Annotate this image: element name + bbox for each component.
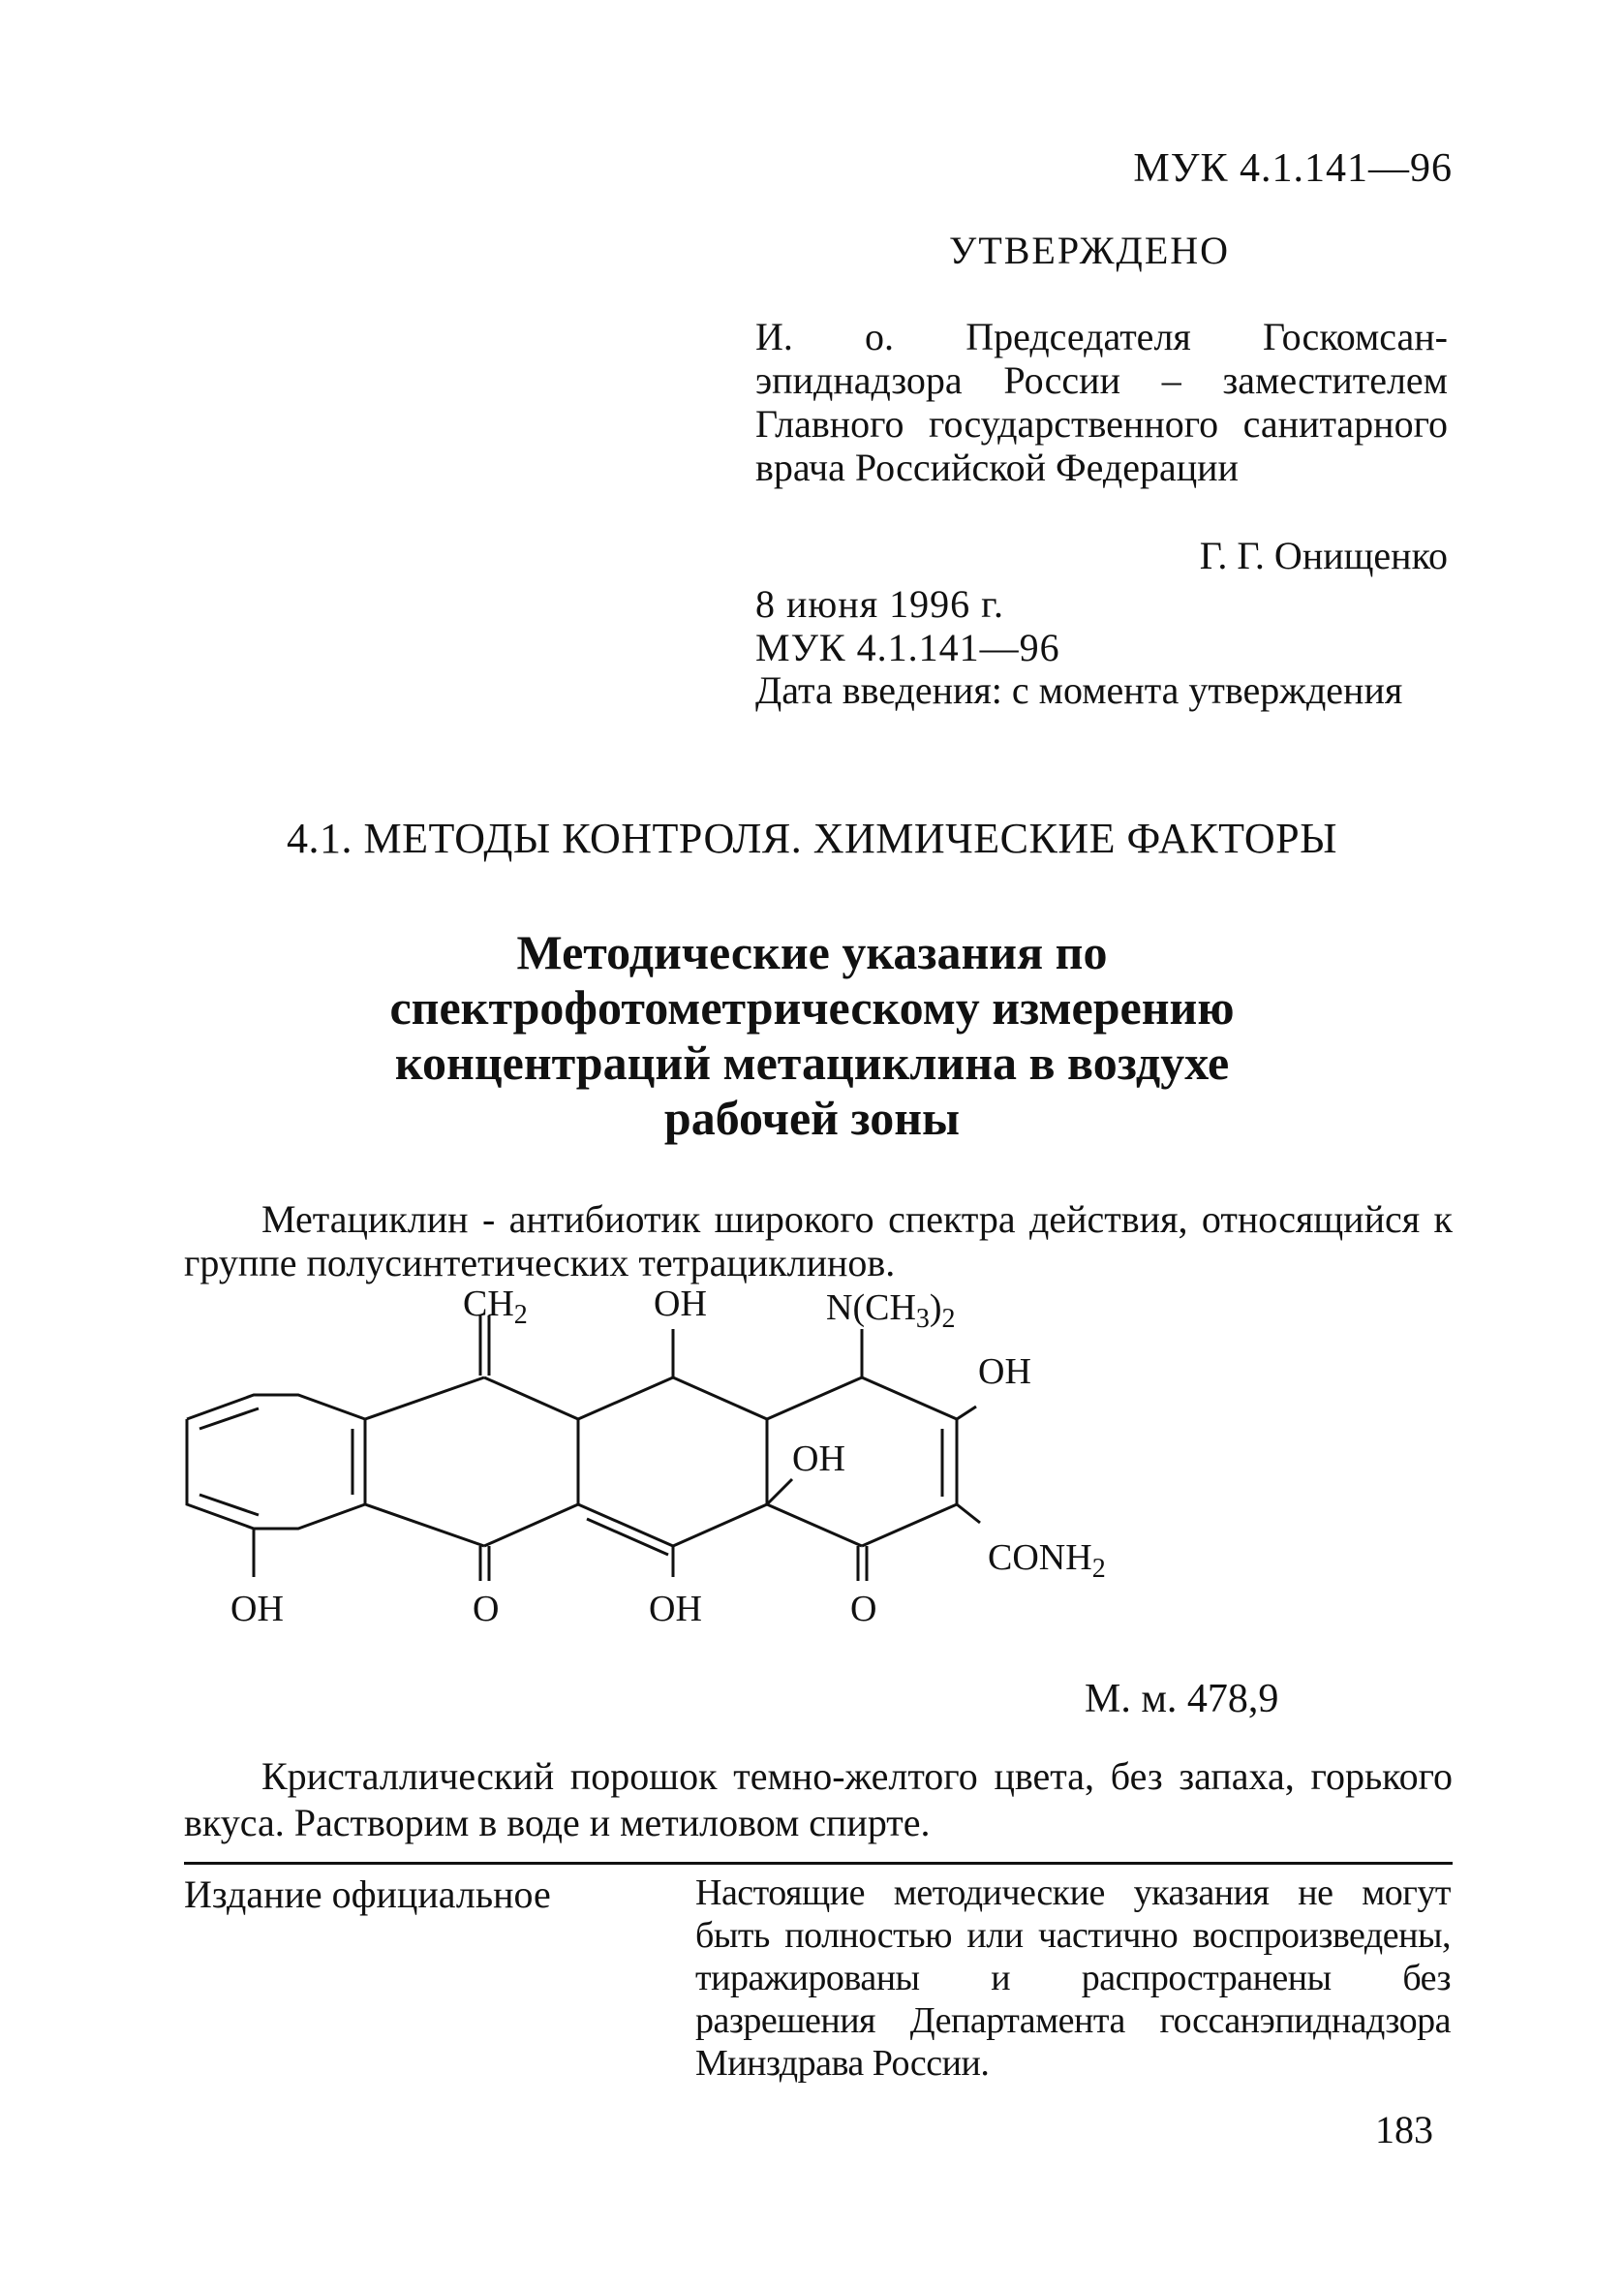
approval-stamp-label: УТВЕРЖДЕНО	[949, 229, 1231, 272]
label-oh-bottom-1: OH	[230, 1589, 284, 1629]
introduction-date: Дата введения: с момента утверждения	[755, 668, 1403, 712]
title-line: Методические указания по	[516, 925, 1108, 979]
approval-date: 8 июня 1996 г.	[755, 582, 1004, 626]
label-dimethylamino: $N(CH_3)_2$	[826, 1288, 956, 1334]
section-heading: 4.1. МЕТОДЫ КОНТРОЛЯ. ХИМИЧЕСКИЕ ФАКТОРЫ	[286, 815, 1338, 862]
label-oh-bottom-2: OH	[649, 1589, 702, 1629]
label-o-bottom-2: O	[850, 1589, 877, 1629]
footer-divider	[184, 1862, 1453, 1865]
document-code-repeat: МУК 4.1.141—96	[755, 626, 1060, 669]
title-line: концентраций метациклина в воздухе	[394, 1036, 1230, 1090]
document-title	[242, 925, 1382, 1146]
label-oh-top: OH	[654, 1288, 707, 1324]
title-line: спектрофотометрическому измерению	[389, 980, 1235, 1035]
title-line: рабочей зоны	[663, 1091, 961, 1145]
document-code: МУК 4.1.141—96	[1133, 146, 1453, 191]
physical-properties: Кристаллический порошок темно-желтого цвета, без запаха, горького вкуса. Растворим в воде и метиловом спирте.	[184, 1754, 1453, 1844]
label-oh-right: OH	[978, 1351, 1031, 1392]
signer-name: Г. Г. Онищенко	[1199, 534, 1448, 577]
molar-mass: М. м. 478,9	[1085, 1677, 1279, 1721]
copyright-notice: Настоящие методические указания не могут быть полностью или частично воспроизведены, тиражированы и распространены без разрешения Департамента госсанэпиднадзора Минздрава России.	[695, 1872, 1451, 2084]
label-conh2: $CONH_2$	[988, 1537, 1106, 1584]
edition-label: Издание официальное	[184, 1872, 551, 1916]
page-number: 183	[1375, 2108, 1433, 2151]
structural-formula	[165, 1288, 1220, 1686]
label-o-bottom-1: O	[473, 1589, 500, 1629]
label-ch2: $CH_2$	[463, 1288, 528, 1330]
label-oh-ring: OH	[792, 1438, 845, 1479]
approver-title: И. о. Председателя Госкомсан-эпиднадзора России – заместителем Главного государственного санитарного врача Российской Федерации	[755, 315, 1448, 489]
substance-description: Метациклин - антибиотик широкого спектра действия, относящийся к группе полусинтетических тетрациклинов.	[184, 1197, 1453, 1284]
